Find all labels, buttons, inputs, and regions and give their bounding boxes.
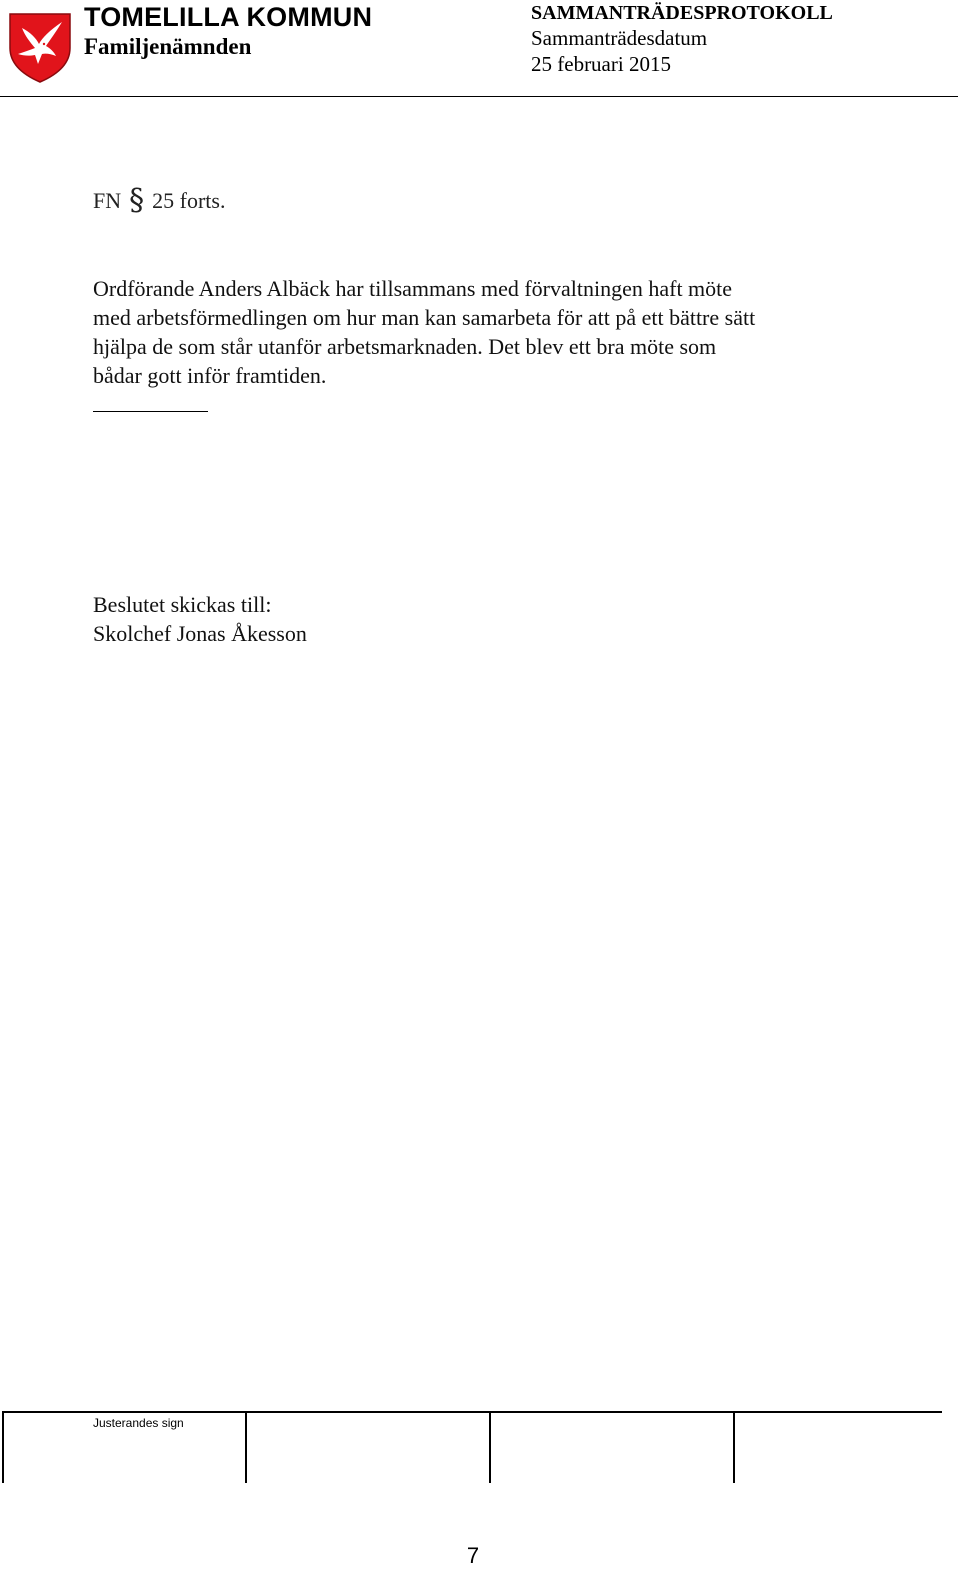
decision-recipients (93, 590, 307, 648)
section-number: 25 forts. (152, 188, 226, 213)
paragraph-line: bådar gott inför framtiden. (93, 363, 327, 388)
signature-cell (733, 1413, 944, 1483)
bird-shield-icon (8, 12, 72, 84)
signature-cell (245, 1413, 490, 1483)
header-divider (0, 96, 958, 97)
signature-cell (489, 1413, 734, 1483)
document-type: SAMMANTRÄDESPROTOKOLL (531, 2, 833, 24)
organization-name: TOMELILLA KOMMUN (84, 2, 373, 32)
section-symbol: § (129, 183, 145, 218)
minutes-paragraph (93, 274, 873, 390)
meeting-date-label: Sammanträdesdatum (531, 26, 708, 50)
coat-of-arms-icon (8, 12, 72, 84)
signature-label: Justerandes sign (93, 1416, 184, 1430)
recipients-label: Beslutet skickas till: (93, 592, 272, 617)
paragraph-line: Ordförande Anders Albäck har tillsammans med förvaltningen haft möte (93, 276, 733, 301)
page-number: 7 (466, 1543, 480, 1568)
paragraph-line: hjälpa de som står utanför arbetsmarknaden. Det blev ett bra möte som (93, 334, 717, 359)
section-end-rule (93, 411, 208, 412)
meeting-date: 25 februari 2015 (531, 52, 671, 76)
paragraph-line: med arbetsförmedlingen om hur man kan samarbeta för att på ett bättre sätt (93, 305, 756, 330)
committee-code: FN (93, 188, 122, 213)
signature-table (2, 1411, 942, 1485)
section-reference (93, 183, 226, 218)
committee-name: Familjenämnden (84, 34, 252, 59)
recipient-name: Skolchef Jonas Åkesson (93, 621, 307, 646)
